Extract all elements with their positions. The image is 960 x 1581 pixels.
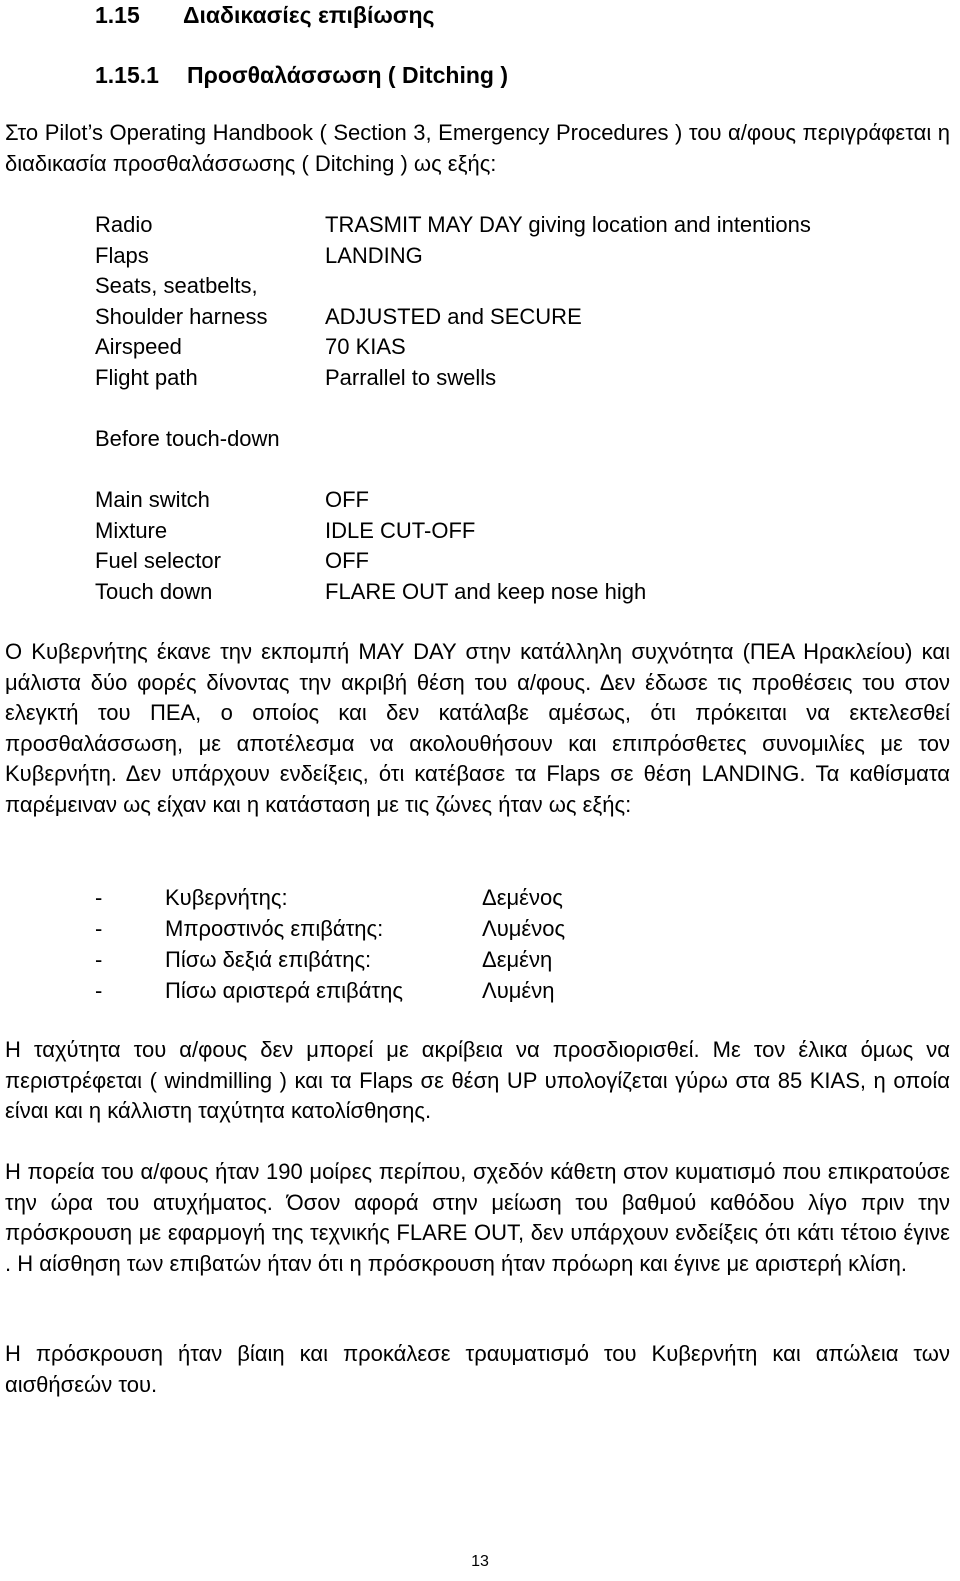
occupant-role: Πίσω αριστερά επιβάτης	[165, 978, 403, 1003]
checklist-row	[95, 363, 811, 394]
checklist-item: Mixture	[95, 517, 168, 543]
checklist-action: TRASMIT MAY DAY giving location and intentions	[325, 212, 811, 237]
checklist-row	[95, 546, 646, 577]
checklist-row	[95, 485, 646, 516]
checklist-item: Main switch	[95, 487, 210, 512]
occupant-role: Κυβερνήτης:	[165, 885, 288, 910]
checklist-action: ADJUSTED and SECURE	[325, 303, 582, 329]
occupant-role: Πίσω δεξιά επιβάτης:	[165, 947, 372, 972]
section-title: Διαδικασίες επιβίωσης	[183, 2, 435, 28]
belt-status: Δεμένη	[482, 947, 553, 972]
checklist-row	[95, 241, 811, 272]
checklist-action: FLARE OUT and keep nose high	[325, 578, 647, 604]
touchdown-checklist	[95, 485, 646, 607]
checklist-action: Parrallel to swells	[325, 364, 497, 390]
checklist-action: IDLE CUT-OFF	[325, 517, 476, 543]
list-dash: -	[95, 947, 103, 972]
subsection-title: Προσθαλάσσωση ( Ditching )	[187, 62, 509, 88]
checklist-action: LANDING	[325, 242, 423, 268]
checklist-item: Airspeed	[95, 334, 182, 359]
checklist-item: Flight path	[95, 364, 198, 390]
checklist-action: 70 KIAS	[325, 334, 406, 359]
checklist-row	[95, 516, 646, 547]
checklist-row	[95, 332, 811, 363]
list-item	[95, 975, 565, 1006]
checklist-action: OFF	[325, 487, 369, 512]
section-heading	[95, 0, 435, 30]
subsection-number: 1.15.1	[95, 62, 159, 88]
checklist-row	[95, 271, 811, 302]
list-item	[95, 944, 565, 975]
checklist-row	[95, 577, 646, 608]
checklist-row	[95, 302, 811, 333]
ditching-checklist	[95, 210, 811, 393]
before-touchdown-label: Before touch-down	[95, 426, 280, 451]
checklist-item: Seats, seatbelts,	[95, 273, 258, 298]
occupant-role: Μπροστινός επιβάτης:	[165, 916, 384, 941]
speed-paragraph: Η ταχύτητα του α/φους δεν μπορεί με ακρίβεια να προσδιορισθεί. Με τον έλικα όμως να περιστρέφεται ( windmilling ) και τα Flaps σε θέση UP υπολογίζεται γύρω στα 85 KIAS, η οποία είναι και η κάλλιστη ταχύτητα κατολίσθησης.	[5, 1037, 950, 1123]
checklist-action: OFF	[325, 548, 369, 573]
checklist-item: Shoulder harness	[95, 303, 268, 329]
belt-status: Λυμένη	[482, 978, 555, 1003]
checklist-item: Touch down	[95, 578, 213, 604]
list-dash: -	[95, 978, 103, 1003]
checklist-row	[95, 210, 811, 241]
checklist-item: Radio	[95, 212, 153, 237]
belt-status: Λυμένος	[482, 916, 566, 941]
list-item	[95, 913, 565, 944]
impact-paragraph: Η πρόσκρουση ήταν βίαιη και προκάλεσε τραυματισμό του Κυβερνήτη και απώλεια των αισθήσεών του.	[5, 1341, 950, 1397]
list-dash: -	[95, 916, 103, 941]
list-dash: -	[95, 885, 103, 910]
subsection-heading	[95, 60, 508, 90]
heading-paragraph: Η πορεία του α/φους ήταν 190 μοίρες περίπου, σχεδόν κάθετη στον κυματισμό που επικρατούσε την ώρα του ατυχήματος. Όσον αφορά στην μείωση του βαθμού καθόδου λίγο πριν την πρόσκρουση με εφαρμογή της τεχνικής FLARE OUT, δεν υπάρχουν ενδείξεις ότι κάτι τέτοιο έγινε . Η αίσθηση των επιβατών ήταν ότι η πρόσκρουση ήταν πρόωρη και έγινε με αριστερή κλίση.	[5, 1159, 950, 1276]
belt-status: Δεμένος	[482, 885, 563, 910]
captain-paragraph: Ο Κυβερνήτης έκανε την εκπομπή MAY DAY στην κατάλληλη συχνότητα (ΠΕΑ Ηρακλείου) και μάλιστα δύο φορές δίνοντας την ακριβή θέση του α/φους. Δεν έδωσε τις προθέσεις του στον ελεγκτή του ΠΕΑ, ο οποίος και δεν κατάλαβε αμέσως, ότι πρόκειται να εκτελεσθεί προσθαλάσσωση, με αποτέλεσμα να ακολουθήσουν και επιπρόσθετες συνομιλίες με τον Κυβερνήτη. Δεν υπάρχουν ενδείξεις, ότι κατέβασε τα Flaps σε θέση LANDING. Τα καθίσματα παρέμειναν ως είχαν και η κατάσταση με τις ζώνες ήταν ως εξής:	[5, 639, 950, 817]
list-item	[95, 882, 565, 913]
intro-paragraph: Στο Pilot’s Operating Handbook ( Section 3, Emergency Procedures ) του α/φους περιγράφεται η διαδικασία προσθαλάσσωσης ( Ditching ) ως εξής:	[5, 120, 950, 176]
seatbelt-status-list	[95, 882, 565, 1006]
page-number: 13	[471, 1553, 489, 1570]
checklist-item: Fuel selector	[95, 548, 221, 573]
checklist-item: Flaps	[95, 242, 149, 268]
section-number: 1.15	[95, 2, 140, 28]
